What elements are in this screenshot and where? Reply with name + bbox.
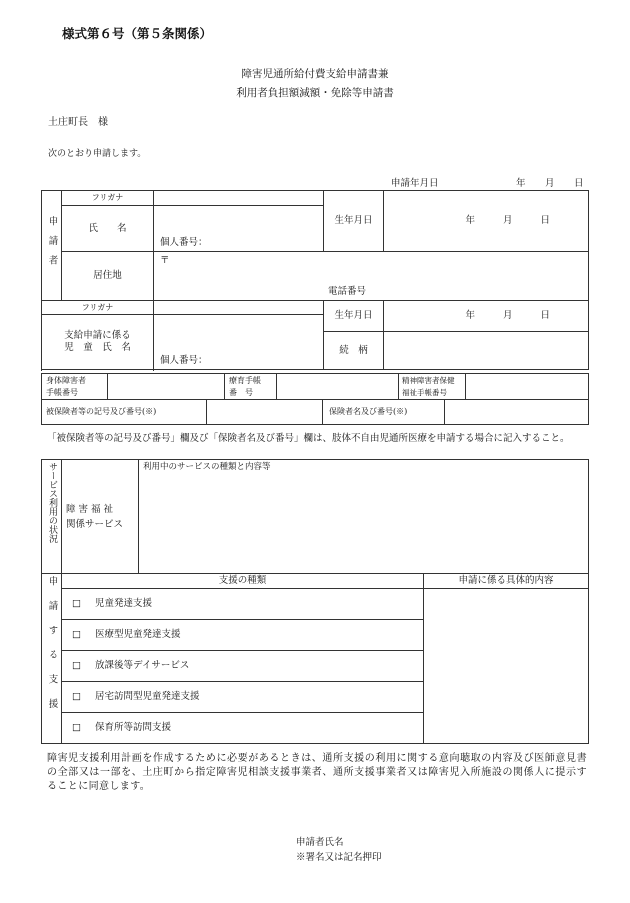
support-option-5[interactable]: □ 保育所等訪問支援 — [62, 713, 424, 744]
child-relation-label: 続 柄 — [324, 332, 384, 370]
applicant-furigana-field[interactable] — [154, 191, 324, 206]
checkbox-icon[interactable]: □ — [72, 629, 81, 641]
applicant-birthdate-label: 生年月日 — [324, 191, 384, 252]
support-type-header: 支援の種類 — [62, 574, 424, 589]
child-birthdate-label: 生年月日 — [324, 301, 384, 332]
welfare-service-label: 障 害 福 祉 関係サービス — [62, 460, 139, 574]
support-option-4[interactable]: □ 居宅訪問型児童発達支援 — [62, 682, 424, 713]
support-option-3[interactable]: □ 放課後等デイサービス — [62, 651, 424, 682]
applicant-furigana-label: フリガナ — [62, 191, 154, 206]
support-option-1[interactable]: □ 児童発達支援 — [62, 589, 424, 620]
child-birth-year: 年 — [465, 310, 475, 322]
checkbox-icon[interactable]: □ — [72, 691, 81, 703]
insurance-note: 「被保険者等の記号及び番号」欄及び「保険者名及び番号」欄は、肢体不自由児通所医療を申請する場合に記入すること。 — [47, 433, 570, 444]
applicant-name-label: 氏 名 — [62, 206, 154, 252]
service-usage-content-field[interactable] — [139, 460, 589, 574]
applicant-section-label: 申請者 — [42, 191, 62, 301]
support-option-2[interactable]: □ 医療型児童発達支援 — [62, 620, 424, 651]
checkbox-icon[interactable]: □ — [72, 722, 81, 734]
consent-text: 障害児支援利用計画を作成するために必要があるときは、通所支援の利用に関する意向聴取の内容及び医師意見書の全部又は一部を、土庄町から指定障害児相談支援事業者、通所支援事業者又は障害児入所施設の関係人に提示することに同意します。 — [47, 753, 587, 792]
insurer-name-label: 保険者名及び番号(※) — [323, 400, 445, 425]
rehab-handbook-field[interactable] — [277, 374, 399, 400]
service-usage-section-label: サービス利用の状況 — [42, 460, 62, 574]
child-relation-field[interactable] — [384, 332, 589, 370]
physical-handbook-field[interactable] — [108, 374, 225, 400]
support-detail-header: 申請に係る具体的内容 — [424, 574, 589, 589]
application-date-day: 日 — [574, 178, 584, 189]
applicant-table — [41, 190, 589, 370]
addressee: 土庄町長 様 — [48, 117, 108, 128]
insurance-table — [41, 399, 589, 425]
application-date-year: 年 — [516, 178, 526, 189]
child-birth-day: 日 — [540, 310, 550, 322]
mental-handbook-field[interactable] — [466, 374, 589, 400]
postal-mark: 〒 — [160, 255, 170, 266]
applicant-name-field[interactable] — [154, 206, 324, 252]
rehab-handbook-label: 療育手帳 番 号 — [225, 374, 277, 400]
form-number: 様式第６号（第５条関係） — [62, 26, 213, 41]
applicant-birthdate-field[interactable] — [384, 191, 589, 252]
child-birth-month: 月 — [502, 310, 513, 322]
insured-number-label: 被保険者等の記号及び番号(※) — [42, 400, 207, 425]
insurer-name-field[interactable] — [445, 400, 589, 425]
title-line-2: 利用者負担額減額・免除等申請書 — [236, 87, 394, 99]
signature-note: ※署名又は記名押印 — [296, 852, 382, 863]
service-support-table — [41, 459, 589, 744]
checkbox-icon[interactable]: □ — [72, 660, 81, 672]
application-date-month: 月 — [545, 178, 555, 189]
support-detail-field[interactable] — [424, 589, 589, 744]
child-personal-number-label: 個人番号： — [160, 355, 208, 367]
applicant-personal-number-label: 個人番号： — [160, 237, 208, 249]
child-name-label: 支給申請に係る 児 童 氏 名 — [42, 315, 154, 370]
child-furigana-label: フリガナ — [42, 301, 154, 315]
support-section-label: 申請する支援 — [42, 574, 62, 744]
application-date-label: 申請年月日 — [391, 178, 439, 189]
applicant-birth-day: 日 — [540, 215, 550, 227]
physical-handbook-label: 身体障害者 手帳番号 — [42, 374, 108, 400]
applicant-phone-label: 電話番号 — [328, 286, 367, 297]
checkbox-icon[interactable]: □ — [72, 598, 81, 610]
service-usage-content-header: 利用中のサービスの種類と内容等 — [143, 462, 271, 472]
applicant-address-label: 居住地 — [62, 252, 154, 301]
child-name-field[interactable] — [154, 315, 324, 370]
handbook-table — [41, 373, 589, 400]
applicant-birth-year: 年 — [465, 215, 475, 227]
child-furigana-field[interactable] — [154, 301, 324, 315]
intro-text: 次のとおり申請します。 — [48, 149, 147, 159]
insured-number-field[interactable] — [207, 400, 323, 425]
title-line-1: 障害児通所給付費支給申請書兼 — [241, 68, 389, 80]
signature-name-label: 申請者氏名 — [296, 837, 344, 848]
mental-handbook-label: 精神障害者保健 福祉手帳番号 — [399, 374, 466, 400]
applicant-birth-month: 月 — [502, 215, 513, 227]
applicant-address-field[interactable] — [154, 252, 589, 301]
child-birthdate-field[interactable] — [384, 301, 589, 332]
